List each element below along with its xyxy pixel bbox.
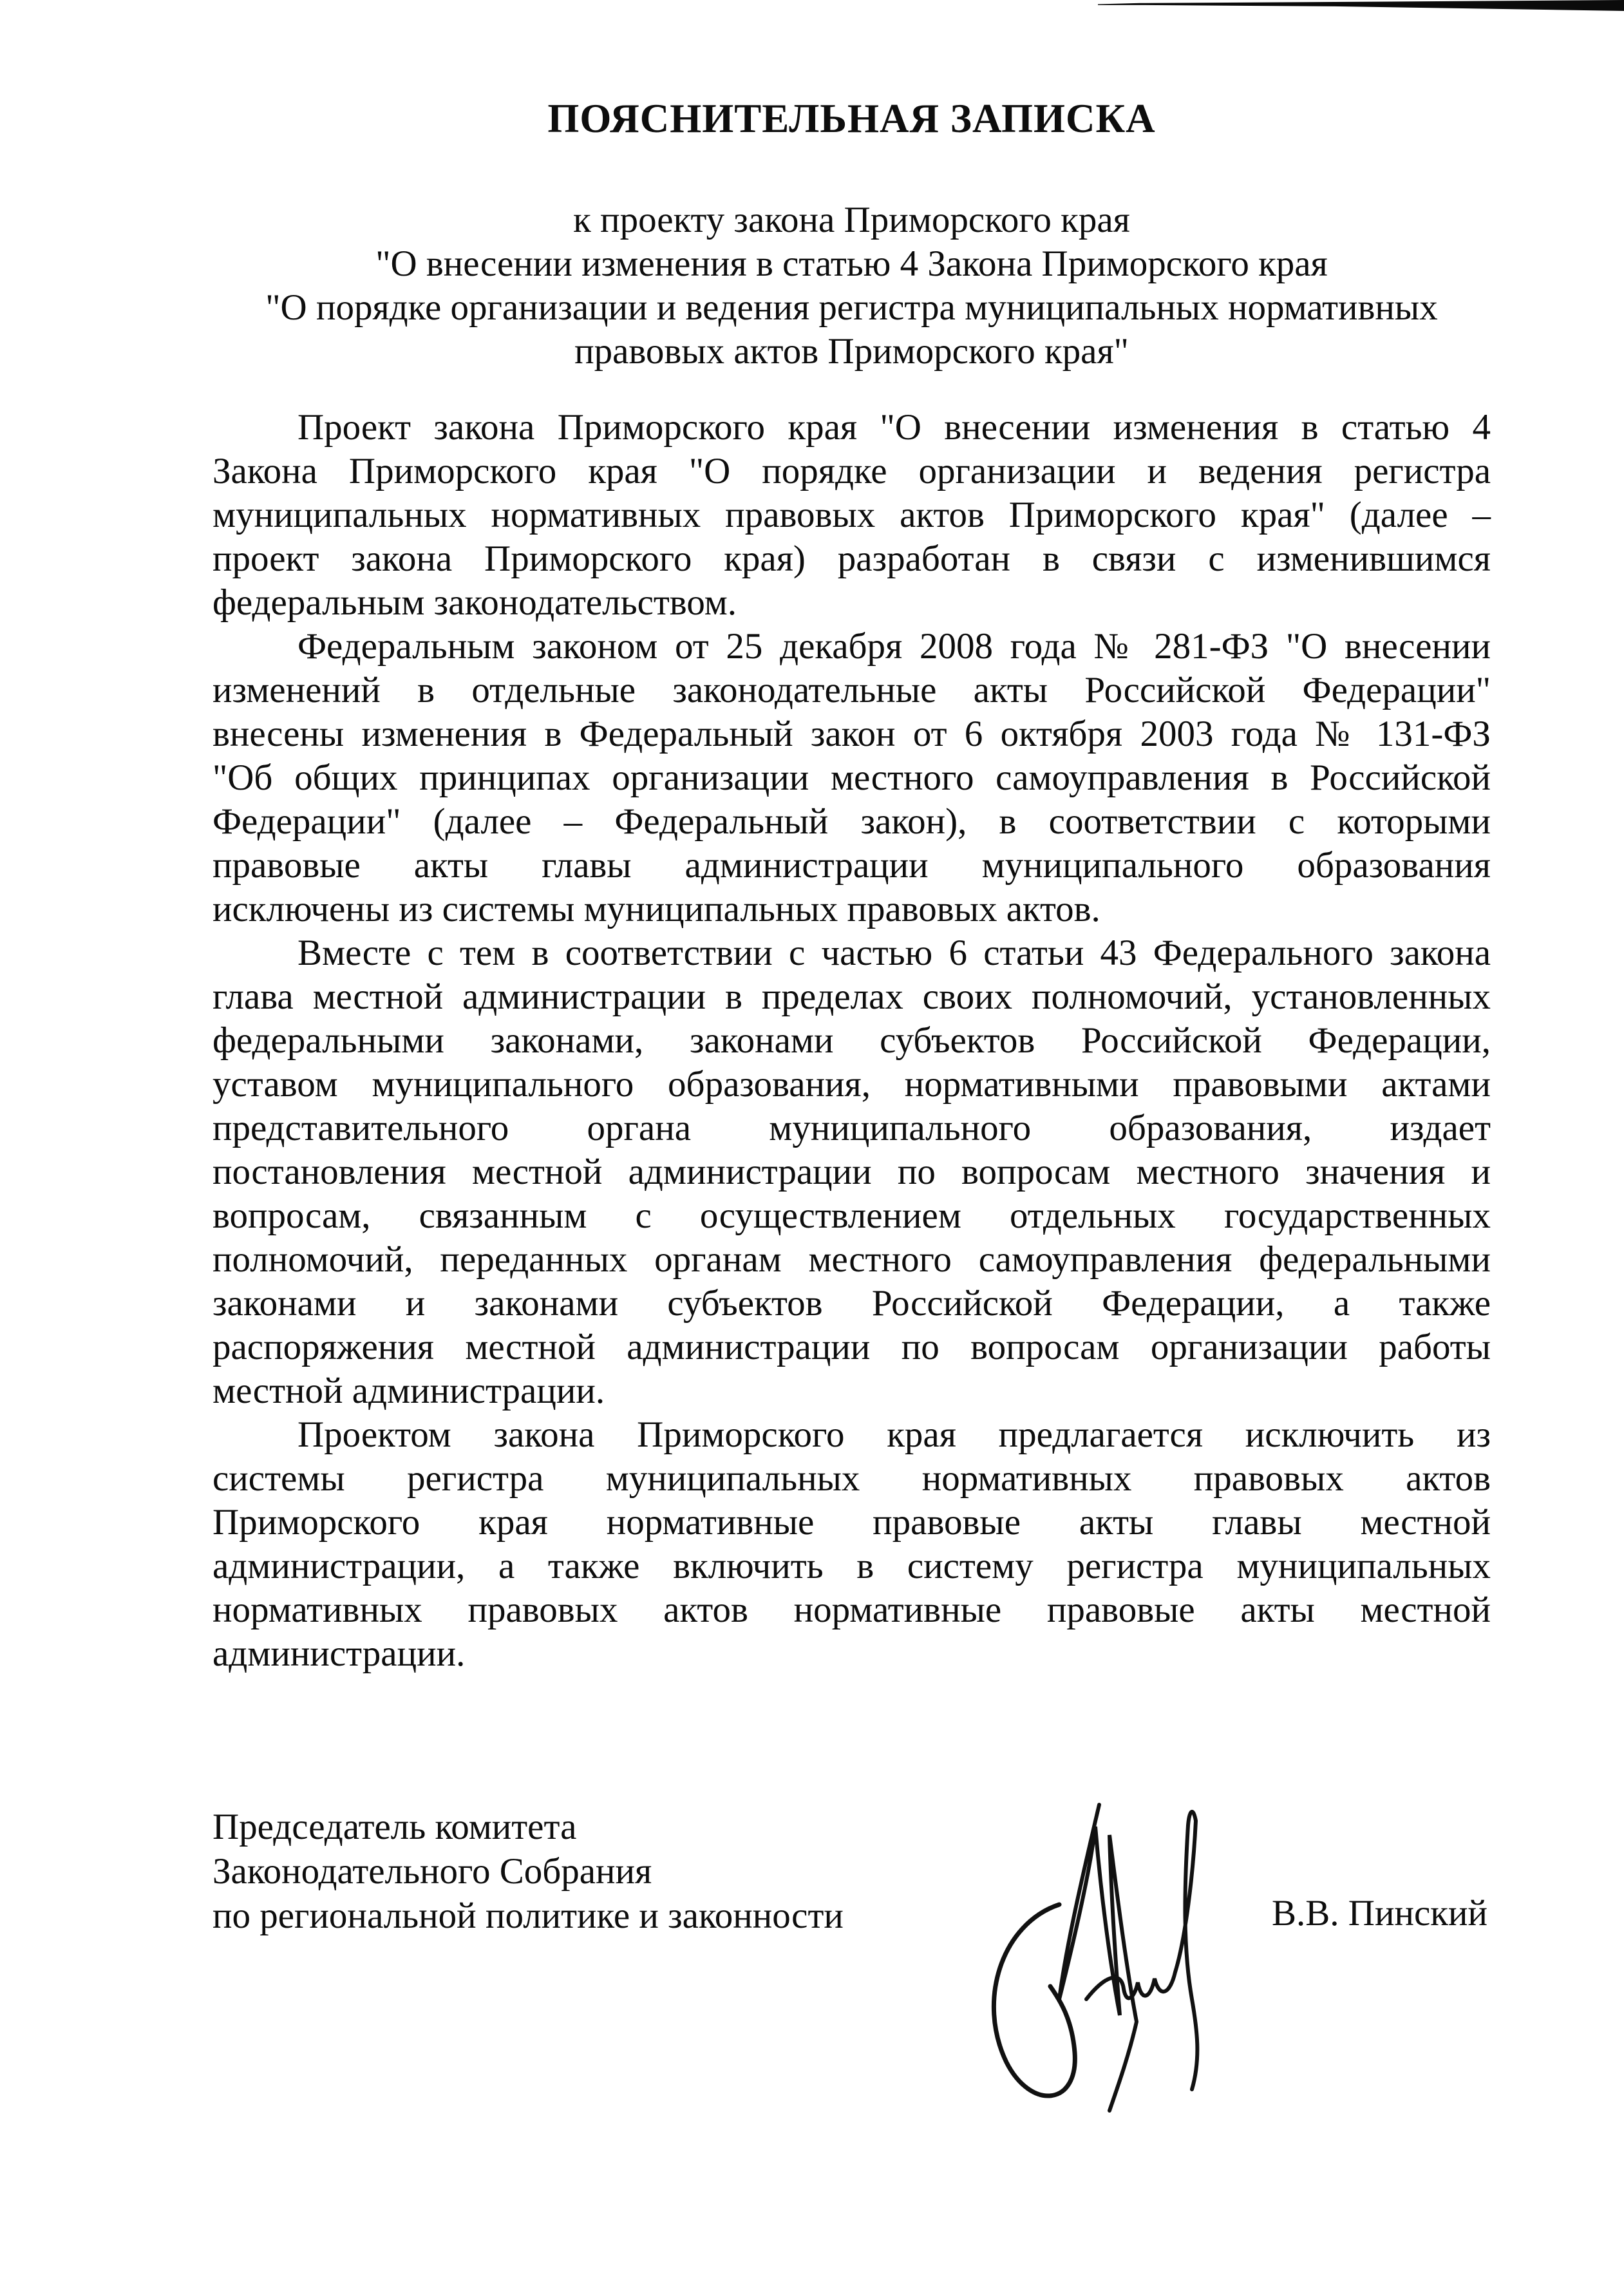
text-line: Проектом закона Приморского края предлагается исключить из: [297, 1414, 1491, 1455]
text-line: изменений в отдельные законодательные акты Российской Федерации": [212, 670, 1491, 710]
text-line: администрации, а также включить в систему регистра муниципальных: [212, 1546, 1491, 1586]
text-line: законами и законами субъектов Российской Федерации, а также: [212, 1283, 1491, 1324]
signature-title-line: Законодательного Собрания: [212, 1851, 652, 1892]
text-line: Вместе с тем в соответствии с частью 6 статьи 43 Федерального закона: [297, 933, 1491, 973]
text-line: внесены изменения в Федеральный закон от 6 октября 2003 года № 131-ФЗ: [212, 714, 1491, 754]
signature-title-line: по региональной политике и законности: [212, 1896, 844, 1936]
text-line: Закона Приморского края "О порядке организации и ведения регистра: [212, 451, 1491, 491]
signature-scribble: [963, 1785, 1240, 2120]
text-line: системы регистра муниципальных нормативных правовых актов: [212, 1458, 1491, 1499]
subtitle-line: к проекту закона Приморского края: [573, 200, 1130, 240]
subtitle-line: правовых актов Приморского края": [574, 331, 1129, 372]
text-line: муниципальных нормативных правовых актов Приморского края" (далее –: [212, 495, 1491, 535]
subtitle-line: "О внесении изменения в статью 4 Закона Приморского края: [375, 243, 1328, 284]
text-line: нормативных правовых актов нормативные правовые акты местной: [212, 1590, 1491, 1630]
text-line: постановления местной администрации по вопросам местного значения и: [212, 1152, 1491, 1192]
text-line: федеральным законодательством.: [212, 582, 737, 623]
text-line: вопросам, связанным с осуществлением отдельных государственных: [212, 1195, 1491, 1236]
text-line: правовые акты главы администрации муниципального образования: [212, 845, 1491, 886]
text-line: Федерации" (далее – Федеральный закон), в соответствии с которыми: [212, 801, 1491, 842]
text-line: проект закона Приморского края) разработан в связи с изменившимся: [212, 538, 1491, 579]
document-content: [212, 0, 1491, 1938]
text-line: Федеральным законом от 25 декабря 2008 года № 281-ФЗ "О внесении: [297, 626, 1491, 667]
signature-name: В.В. Пинский: [1272, 1893, 1487, 1934]
text-line: федеральными законами, законами субъектов Российской Федерации,: [212, 1020, 1491, 1061]
document-title: ПОЯСНИТЕЛЬНАЯ ЗАПИСКА: [547, 96, 1156, 141]
signature-title-line: Председатель комитета: [212, 1807, 577, 1847]
text-line: исключены из системы муниципальных правовых актов.: [212, 889, 1100, 929]
text-line: Приморского края нормативные правовые акты главы местной: [212, 1502, 1491, 1543]
document-body: [212, 406, 1491, 1676]
text-line: администрации.: [212, 1633, 466, 1674]
text-line: полномочий, переданных органам местного самоуправления федеральными: [212, 1239, 1491, 1280]
text-line: Проект закона Приморского края "О внесении изменения в статью 4: [297, 407, 1491, 448]
text-line: распоряжения местной администрации по вопросам организации работы: [212, 1327, 1491, 1367]
paragraph: [212, 931, 1491, 1413]
text-line: уставом муниципального образования, нормативными правовыми актами: [212, 1064, 1491, 1105]
text-line: "Об общих принципах организации местного самоуправления в Российской: [212, 757, 1491, 798]
paragraph: [212, 406, 1491, 625]
subtitle-line: "О порядке организации и ведения регистра муниципальных нормативных: [265, 287, 1438, 328]
text-line: представительного органа муниципального образования, издает: [212, 1108, 1491, 1148]
text-line: глава местной администрации в пределах своих полномочий, установленных: [212, 976, 1491, 1017]
document-subtitle: [212, 198, 1491, 374]
paragraph: [212, 1413, 1491, 1676]
paragraph: [212, 625, 1491, 931]
text-line: местной администрации.: [212, 1371, 605, 1411]
